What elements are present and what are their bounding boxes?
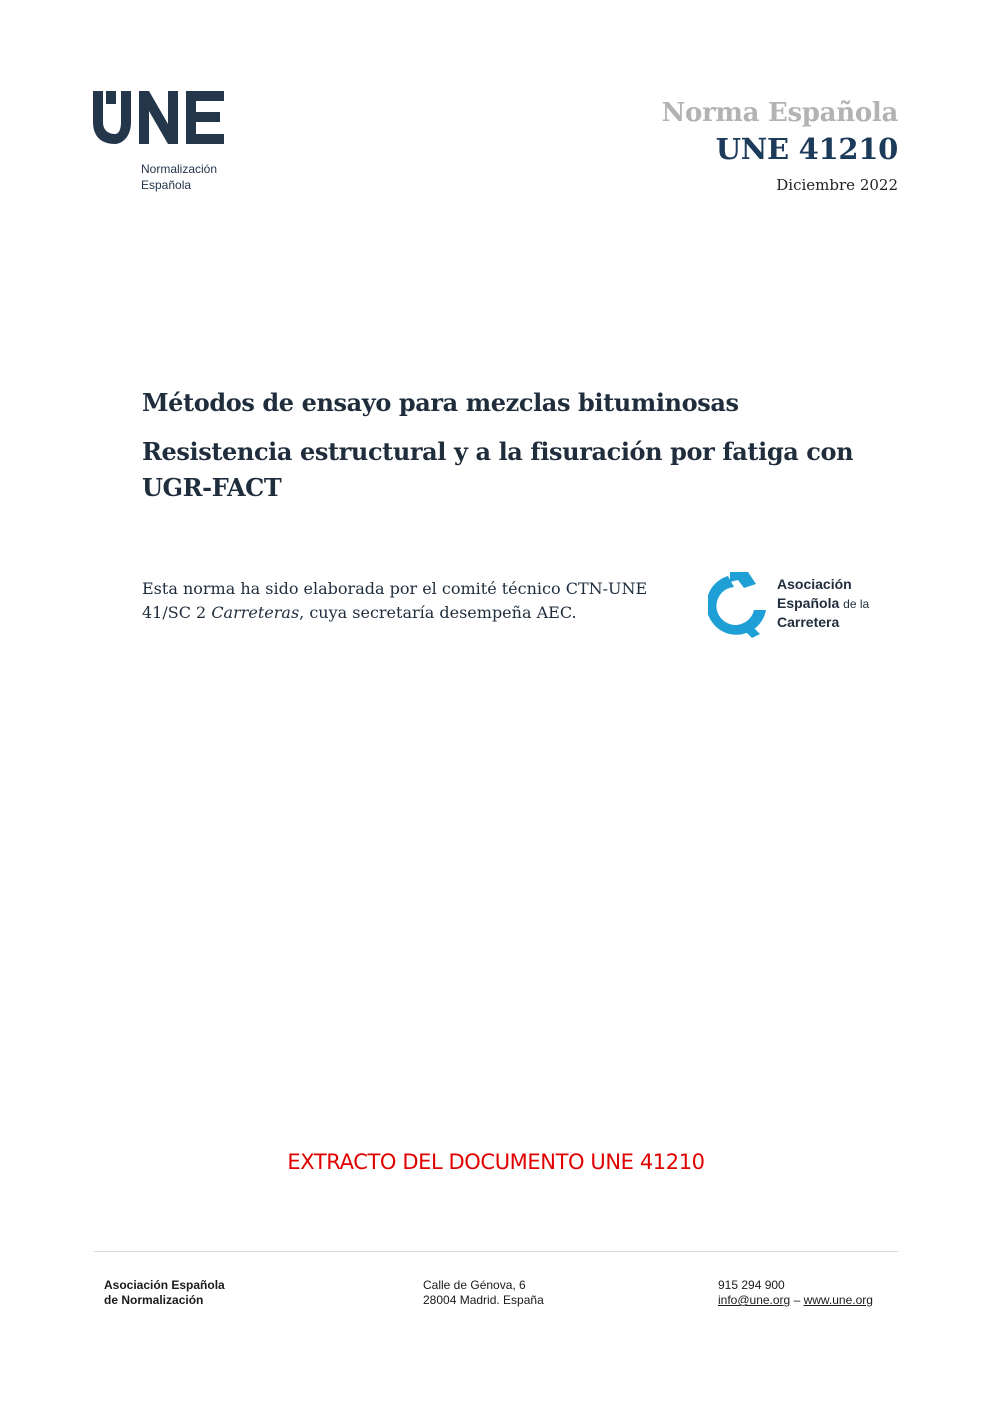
standard-code: UNE 41210	[715, 132, 898, 166]
standard-date: Diciembre 2022	[776, 176, 898, 194]
footer-contact	[718, 1278, 873, 1308]
footer-address-line2: 28004 Madrid. España	[423, 1293, 544, 1307]
aec-logo-line2-small: de la	[843, 596, 870, 611]
title-block	[142, 386, 862, 506]
footer-org-line1: Asociación Española	[104, 1278, 225, 1292]
aec-logo	[708, 570, 908, 642]
footer-separator: –	[790, 1293, 804, 1307]
footer-links	[718, 1293, 873, 1308]
une-logo-subtitle	[141, 161, 217, 193]
extract-notice: EXTRACTO DEL DOCUMENTO UNE 41210	[287, 1150, 705, 1174]
aec-logo-line2: Española	[777, 594, 840, 611]
aec-logo-line3: Carretera	[777, 614, 840, 630]
committee-statement	[142, 577, 662, 625]
une-logo	[92, 90, 252, 200]
standard-header	[662, 96, 898, 194]
committee-name: Carreteras	[211, 603, 300, 622]
une-logo-mark	[92, 90, 252, 150]
aec-logo-text	[777, 575, 869, 632]
footer-address-line1: Calle de Génova, 6	[423, 1278, 526, 1292]
aec-logo-line1: Asociación	[777, 576, 852, 592]
footer-org-line2: de Normalización	[104, 1293, 204, 1307]
footer-email-link[interactable]: info@une.org	[718, 1293, 791, 1307]
une-logo-line2: Española	[141, 178, 192, 192]
une-logo-line1: Normalización	[141, 162, 218, 176]
committee-text-after: , cuya secretaría desempeña AEC.	[299, 603, 577, 622]
footer-website-link[interactable]: www.une.org	[803, 1293, 873, 1307]
standard-label: Norma Española	[661, 98, 898, 128]
committee-text-before: Esta norma ha sido elaborada por el comité técnico CTN-UNE 41/SC 2	[142, 579, 648, 622]
main-title: Métodos de ensayo para mezclas bituminosas	[142, 388, 739, 417]
footer-phone: 915 294 900	[718, 1278, 785, 1292]
footer-address	[423, 1278, 544, 1308]
aec-logo-mark-icon	[708, 570, 774, 642]
footer-divider	[94, 1251, 898, 1252]
footer-organization	[104, 1278, 225, 1308]
sub-title: Resistencia estructural y a la fisuración por fatiga con UGR-FACT	[142, 437, 854, 502]
